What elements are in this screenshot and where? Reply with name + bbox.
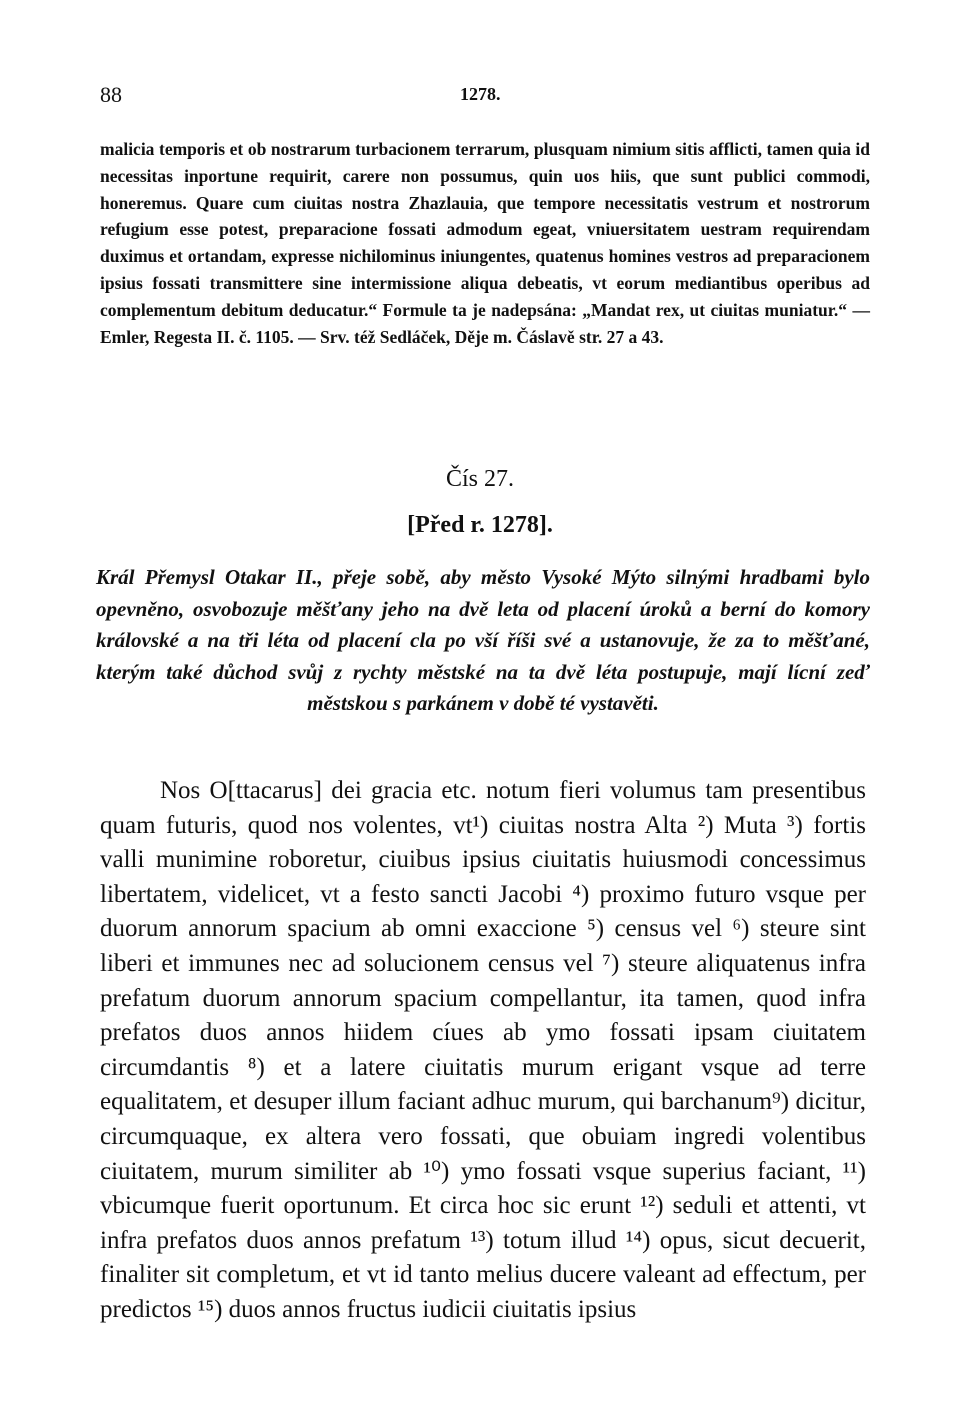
page-number: 88	[100, 82, 122, 107]
charter-body-text: Nos O[ttacarus] dei gracia etc. notum fieri volumus tam presentibus quam futuris, quod nos volentes, vt¹) ciuitas nostra Alta ²) Muta ³) fortis valli munimine roboretur, ciuibus ipsius ciuitatis huiusmodi concessimus libertatem, videlicet, vt a festo sancti Jacobi ⁴) proximo futuro vsque per duorum annorum spacium ab omni exaccione ⁵) census vel ⁶) steure sint liberi et immunes nec ad solucionem census vel ⁷) steure aliquatenus infra prefatum duorum annorum spacium compellantur, ita tamen, quod infra prefatos duos annos hiidem cíues ab ymo fossati ipsam ciuitatem circumdantis ⁸) et a latere ciuitatis murum erigant vsque ad terre equalitatem, et desuper illum faciant adhuc murum, qui barchanum⁹) dicitur, circumquaque, ex altera vero fossati, que obuiam ingredi volentibus ciuitatem, murum similiter ab ¹⁰) ymo fossati vsque superius faciant, ¹¹) vbicumque fuerit oportunum. Et circa hoc sic erunt ¹²) seduli et attenti, vt infra prefatos duos annos prefatum ¹³) totum illud ¹⁴) opus, sicut decuerit, finaliter sit completum, et vt id tanto melius ducere valeant ad effectum, per predictos ¹⁵) duos annos fructus iudicii ciuitatis ipsius	[100, 777, 866, 1323]
running-head-year: 1278.	[460, 84, 501, 104]
document-date-heading: [Před r. 1278].	[407, 512, 553, 538]
running-head	[100, 82, 870, 112]
preceding-note-paragraph: malicia temporis et ob nostrarum turbacionem terrarum, plusquam nimium sitis afflicti, tamen quia id necessitas inportune requirit, carere non possumus, quin uos hiis, que sunt publici commodi, honeremus. Quare cum ciuitas nostra Zhazlauia, que tempore necessitatis vestrum et nostrorum refugium esse potest, preparacione fossati admodum egeat, vniuersitatem uestram requirendam duximus et ortandam, expresse nichilominus iniungentes, quatenus homines vestros ad preparacionem ipsius fossati transmittere sine intermissione aliqua debeatis, vt eorum mediantibus operibus ad complementum debitum deducatur.“ Formule ta je nadepsána: „Mandat rex, ut ciuitas muniatur.“ — Emler, Regesta II. č. 1105. — Srv. též Sedláček, Děje m. Čáslavě str. 27 a 43.	[100, 139, 870, 347]
regest-summary: Král Přemysl Otakar II., přeje sobě, aby město Vysoké Mýto silnými hradbami bylo opevněno, osvobozuje měšťany jeho na dvě leta od placení úroků a berní do komory královské a na tři léta od placení cla po vší říši své a ustanovuje, že za to měšťané, kterým také důchod svůj z rychty městské na ta dvě léta postupuje, mají lícní zeď městskou s parkánem v době té vystavěti.	[96, 565, 870, 715]
document-number-heading: Čís 27.	[445, 466, 514, 492]
